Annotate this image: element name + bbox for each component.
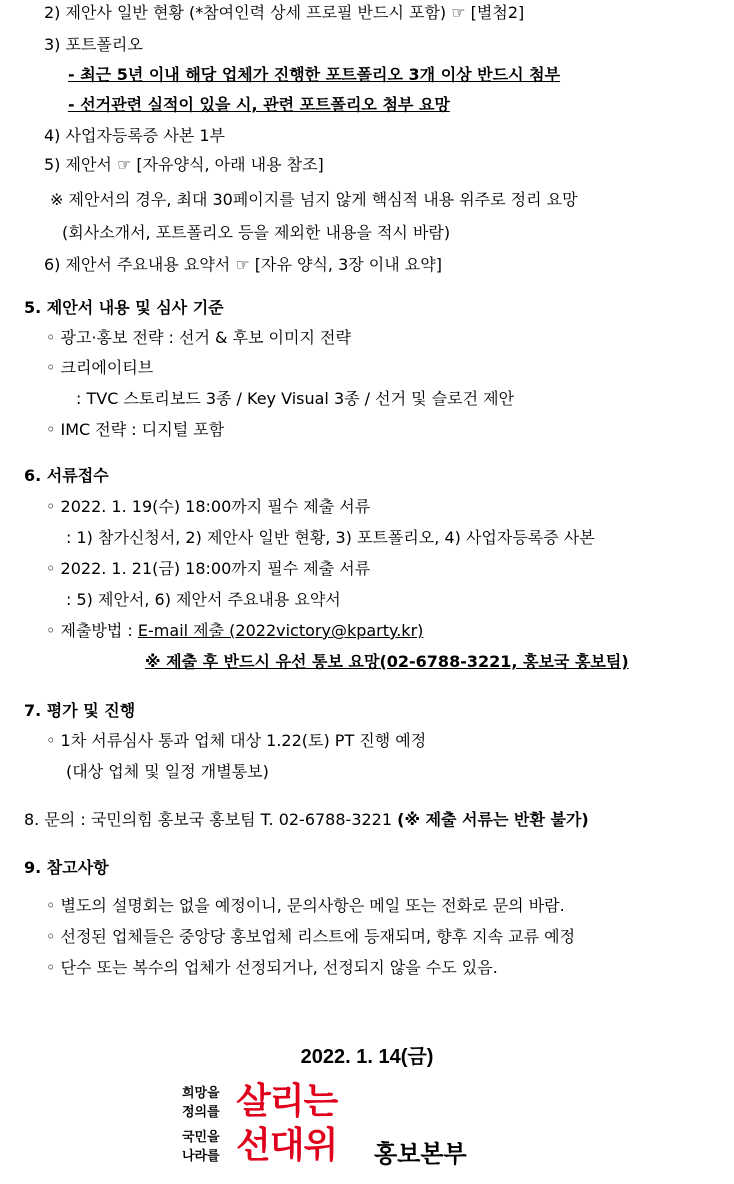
deadline-1: ◦ 2022. 1. 19(수) 18:00까지 필수 제출 서류	[46, 497, 371, 516]
logo-big-top: 살리는	[236, 1080, 338, 1121]
criteria-creative-detail: : TVC 스토리보드 3종 / Key Visual 3종 / 선거 및 슬로건 제안	[76, 389, 515, 408]
campaign-logo	[182, 1082, 482, 1172]
item-proposal-summary: 6) 제안서 주요내용 요약서 ☞ [자유 양식, 3장 이내 요약]	[44, 255, 442, 274]
section-6-heading: 6. 서류접수	[24, 466, 109, 485]
note-no-briefing: ◦ 별도의 설명회는 없을 예정이니, 문의사항은 메일 또는 전화로 문의 바람.	[46, 896, 565, 915]
submission-method-label: ◦ 제출방법 :	[46, 621, 138, 640]
deadline-1-docs: : 1) 참가신청서, 2) 제안사 일반 현황, 3) 포트폴리오, 4) 사업자등록증 사본	[66, 528, 595, 547]
logo-department: 홍보본부	[374, 1141, 467, 1168]
item-portfolio: 3) 포트폴리오	[44, 35, 143, 54]
logo-big-bottom: 선대위	[236, 1124, 338, 1165]
submission-email: E-mail 제출 (2022victory@kparty.kr)	[137, 621, 424, 640]
proposal-note-detail: (회사소개서, 포트폴리오 등을 제외한 내용을 적시 바람)	[62, 223, 451, 242]
note-registration: ◦ 선정된 업체들은 중앙당 홍보업체 리스트에 등재되며, 향후 지속 교류 예정	[46, 927, 576, 946]
criteria-ad-strategy: ◦ 광고·홍보 전략 : 선거 & 후보 이미지 전략	[46, 328, 351, 347]
portfolio-election-note: - 선거관련 실적이 있을 시, 관련 포트폴리오 첨부 요망	[68, 95, 450, 114]
inquiry-text: 8. 문의 : 국민의힘 홍보국 홍보팀 T. 02-6788-3221	[24, 810, 398, 829]
section-8-inquiry	[24, 809, 589, 831]
deadline-2-docs: : 5) 제안서, 6) 제안서 주요내용 요약서	[66, 590, 341, 609]
section-5-heading: 5. 제안서 내용 및 심사 기준	[24, 298, 224, 317]
submission-phone-note: ※ 제출 후 반드시 유선 통보 요망(02-6788-3221, 홍보국 홍보팀)	[145, 652, 629, 671]
item-company-status: 2) 제안사 일반 현황 (*참여인력 상세 프로필 반드시 포함) ☞ [별첨2]	[44, 3, 525, 22]
criteria-imc: ◦ IMC 전략 : 디지털 포함	[46, 420, 225, 439]
evaluation-pt: ◦ 1차 서류심사 통과 업체 대상 1.22(토) PT 진행 예정	[46, 731, 427, 750]
deadline-2: ◦ 2022. 1. 21(금) 18:00까지 필수 제출 서류	[46, 559, 371, 578]
item-proposal: 5) 제안서 ☞ [자유양식, 아래 내용 참조]	[44, 155, 324, 174]
submission-method	[46, 620, 423, 642]
logo-word-2: 정의를	[182, 1104, 220, 1119]
proposal-note: ※ 제안서의 경우, 최대 30페이지를 넘지 않게 핵심적 내용 위주로 정리 요망	[50, 190, 578, 209]
section-9-heading: 9. 참고사항	[24, 858, 109, 877]
evaluation-notice: (대상 업체 및 일정 개별통보)	[66, 762, 269, 781]
section-7-heading: 7. 평가 및 진행	[24, 701, 136, 720]
document-date: 2022. 1. 14(금)	[300, 1046, 434, 1068]
portfolio-requirement: - 최근 5년 이내 해당 업체가 진행한 포트폴리오 3개 이상 반드시 첨부	[68, 65, 561, 84]
item-business-license: 4) 사업자등록증 사본 1부	[44, 126, 225, 145]
logo-word-4: 나라를	[182, 1148, 220, 1163]
inquiry-note: (※ 제출 서류는 반환 불가)	[397, 810, 589, 829]
logo-word-3: 국민을	[182, 1129, 220, 1144]
logo-word-1: 희망을	[182, 1085, 220, 1100]
note-selection: ◦ 단수 또는 복수의 업체가 선정되거나, 선정되지 않을 수도 있음.	[46, 958, 498, 977]
criteria-creative: ◦ 크리에이티브	[46, 358, 154, 377]
